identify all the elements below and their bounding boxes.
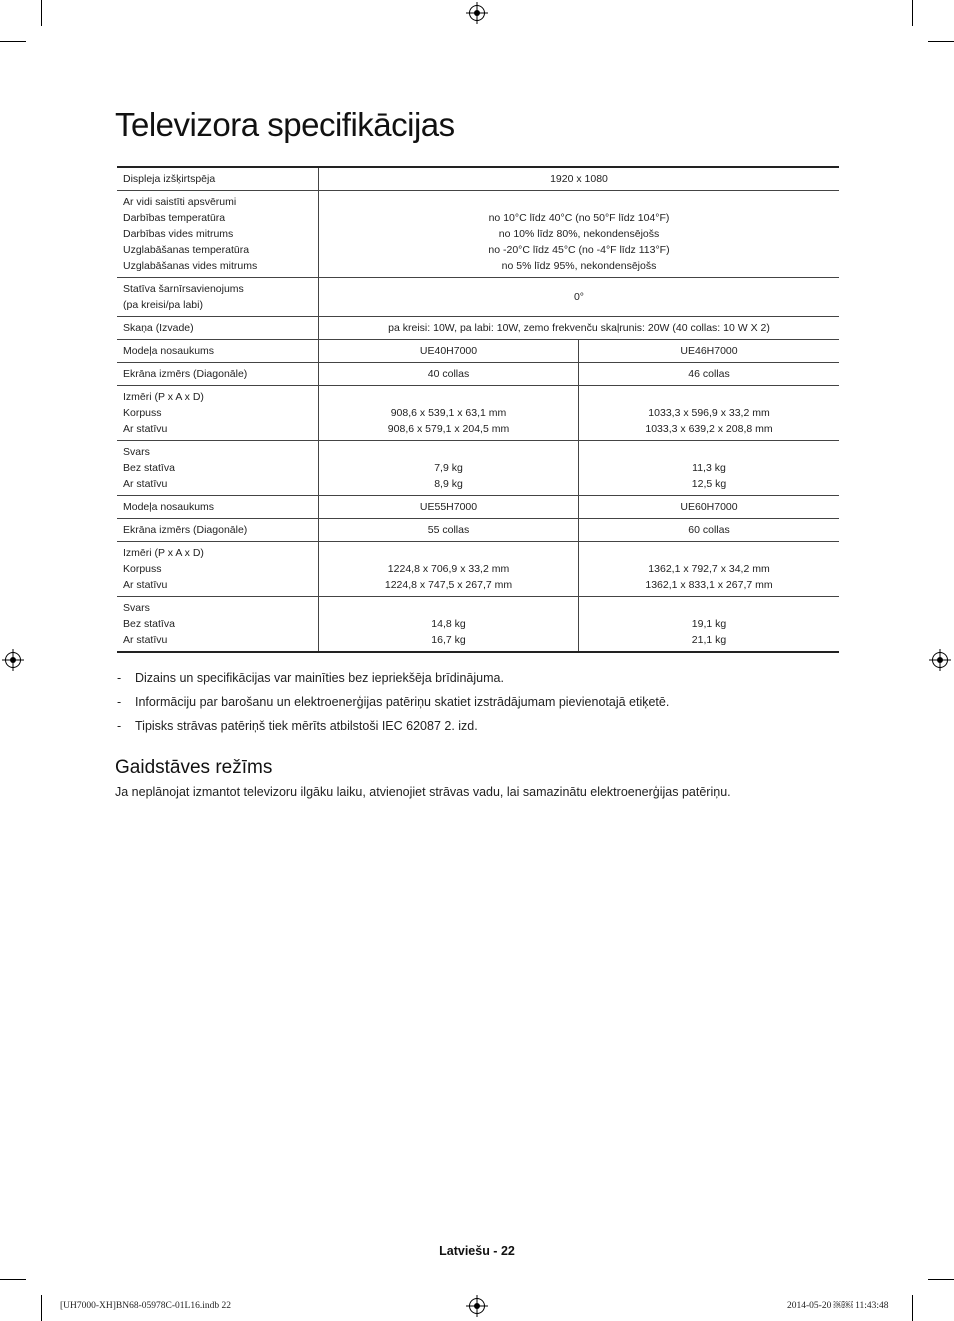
spec-label: Uzglabāšanas vides mitrums [123,260,258,272]
spec-row [117,191,839,278]
registration-mark-icon [469,1298,485,1314]
spec-value: 908,6 x 579,1 x 204,5 mm [387,423,510,435]
spec-table [117,166,839,653]
spec-value: pa kreisi: 10W, pa labi: 10W, zemo frekvenču skaļrunis: 20W (40 collas: 10 W X 2) [388,322,770,334]
spec-label: Korpuss [123,563,162,575]
spec-label: Modeļa nosaukums [123,345,215,357]
spec-value: 46 collas [688,368,730,380]
spec-value: UE46H7000 [680,345,738,357]
spec-value: no 5% līdz 95%, nekondensējošs [501,260,657,272]
spec-row [117,542,839,597]
spec-value: no 10°C līdz 40°C (no 50°F līdz 104°F) [488,212,670,224]
spec-row [117,386,839,441]
spec-label-cell [117,597,319,653]
spec-value-cell [319,386,579,441]
note-text: Dizains un specifikācijas var mainīties bez iepriekšēja brīdinājuma. [135,671,504,685]
spec-value: UE55H7000 [419,501,478,513]
spec-value-cell [319,278,840,317]
spec-value-cell [319,441,579,496]
spec-label: Skaņa (Izvade) [123,322,194,334]
spec-value [325,444,572,460]
note-marker: - [117,719,122,733]
spec-label: Statīva šarnīrsavienojums [123,283,244,295]
crop-mark [0,1279,26,1280]
spec-label: Uzglabāšanas temperatūra [123,244,250,256]
spec-row [117,441,839,496]
spec-value: 1362,1 x 792,7 x 34,2 mm [648,563,770,575]
note-marker: - [117,671,122,685]
spec-value-cell [579,363,840,386]
spec-label: Svars [123,602,150,614]
crop-mark [0,41,26,42]
crop-mark [912,0,913,26]
spec-label: Korpuss [123,407,162,419]
standby-heading: Gaidstāves režīms [115,757,273,778]
spec-row [117,340,839,363]
spec-label: Ekrāna izmērs (Diagonāle) [123,368,248,380]
spec-value-cell [579,441,840,496]
spec-label: Ar statīvu [123,423,168,435]
spec-value [585,600,833,616]
spec-value-cell [319,519,579,542]
spec-row [117,496,839,519]
crop-mark [41,0,42,26]
note-text: Informāciju par barošanu un elektroenerģijas patēriņu skatiet izstrādājumam pievienotajā etiķetē. [135,695,670,709]
spec-label: Ekrāna izmērs (Diagonāle) [123,524,248,536]
spec-label: (pa kreisi/pa labi) [123,299,203,311]
spec-value-cell [319,340,579,363]
spec-value: 8,9 kg [434,478,463,490]
spec-value: 1224,8 x 747,5 x 267,7 mm [384,579,513,591]
spec-label-cell [117,191,319,278]
spec-value: 19,1 kg [691,618,727,630]
spec-value: 1920 x 1080 [550,173,608,185]
spec-value: UE40H7000 [419,345,478,357]
spec-label-cell [117,441,319,496]
spec-row [117,597,839,653]
spec-label: Ar statīvu [123,634,168,646]
note-item [117,668,669,692]
spec-value-cell [319,597,579,653]
spec-value: 60 collas [688,524,730,536]
spec-label: Ar vidi saistīti apsvērumi [123,196,237,208]
spec-row [117,278,839,317]
spec-value [325,389,572,405]
crop-mark [928,41,954,42]
spec-value-cell [579,597,840,653]
note-text: Tipisks strāvas patēriņš tiek mērīts atbilstoši IEC 62087 2. izd. [135,719,478,733]
spec-value: no 10% līdz 80%, nekondensējošs [498,228,660,240]
note-item [117,692,669,716]
spec-row [117,519,839,542]
spec-value-cell [319,317,840,340]
spec-label-cell [117,278,319,317]
spec-value [325,545,572,561]
registration-mark-icon [932,652,948,668]
spec-row [117,363,839,386]
spec-value-cell [579,519,840,542]
spec-value: 14,8 kg [431,618,466,630]
spec-label: Darbības temperatūra [123,212,226,224]
spec-value-cell [579,542,840,597]
spec-value: 1033,3 x 639,2 x 208,8 mm [645,423,773,435]
notes-list [117,668,669,740]
note-marker: - [117,695,122,709]
spec-value [325,600,572,616]
spec-row [117,167,839,191]
spec-label: Displeja izšķirtspēja [123,173,216,185]
page-number: Latviešu - 22 [439,1244,515,1258]
spec-label: Izmēri (P x A x D) [123,391,204,403]
spec-value: UE60H7000 [680,501,738,513]
spec-label-cell [117,363,319,386]
spec-label: Modeļa nosaukums [123,501,215,513]
spec-label: Ar statīvu [123,579,168,591]
spec-label-cell [117,340,319,363]
spec-value: 16,7 kg [431,634,466,646]
spec-value: 55 collas [427,524,470,536]
spec-value-cell [579,386,840,441]
spec-label-cell [117,386,319,441]
spec-value: 11,3 kg [692,462,726,474]
registration-mark-icon [469,5,485,21]
spec-label-cell [117,519,319,542]
spec-value: 1033,3 x 596,9 x 33,2 mm [648,407,770,419]
spec-value [585,545,833,561]
spec-value-cell [579,340,840,363]
spec-label-cell [117,542,319,597]
spec-value: 7,9 kg [434,462,463,474]
standby-text: Ja neplānojat izmantot televizoru ilgāku laiku, atvienojiet strāvas vadu, lai samazinātu elektroenerģijas patēriņu. [115,785,731,799]
spec-value: no -20°C līdz 45°C (no -4°F līdz 113°F) [488,244,670,256]
spec-label: Bez statīva [123,618,175,630]
spec-value-cell [579,496,840,519]
print-slug-right: 2014-05-20 ￼￼ 11:43:48 [787,1301,889,1311]
spec-value: 0° [573,291,585,303]
spec-value: 908,6 x 539,1 x 63,1 mm [390,407,507,419]
crop-mark [912,1295,913,1321]
crop-mark [928,1279,954,1280]
spec-value [585,389,833,405]
spec-value-cell [319,363,579,386]
registration-mark-icon [5,652,21,668]
spec-value: 40 collas [427,368,470,380]
spec-value-cell [319,542,579,597]
spec-value-cell [319,191,840,278]
spec-value [325,194,833,210]
page-title: Televizora specifikācijas [115,106,455,143]
spec-value: 21,1 kg [691,634,727,646]
spec-value-cell [319,167,840,191]
spec-value: 12,5 kg [691,478,727,490]
spec-label-cell [117,167,319,191]
spec-label: Izmēri (P x A x D) [123,547,204,559]
spec-row [117,317,839,340]
note-item [117,716,669,740]
spec-label-cell [117,317,319,340]
crop-mark [41,1295,42,1321]
spec-value: 1362,1 x 833,1 x 267,7 mm [645,579,773,591]
spec-label: Bez statīva [123,462,175,474]
spec-label: Svars [123,446,150,458]
spec-label: Darbības vides mitrums [123,228,234,240]
spec-value [585,444,833,460]
spec-value: 1224,8 x 706,9 x 33,2 mm [387,563,510,575]
spec-label-cell [117,496,319,519]
spec-value-cell [319,496,579,519]
spec-label: Ar statīvu [123,478,168,490]
print-slug-left: [UH7000-XH]BN68-05978C-01L16.indb 22 [60,1301,231,1311]
